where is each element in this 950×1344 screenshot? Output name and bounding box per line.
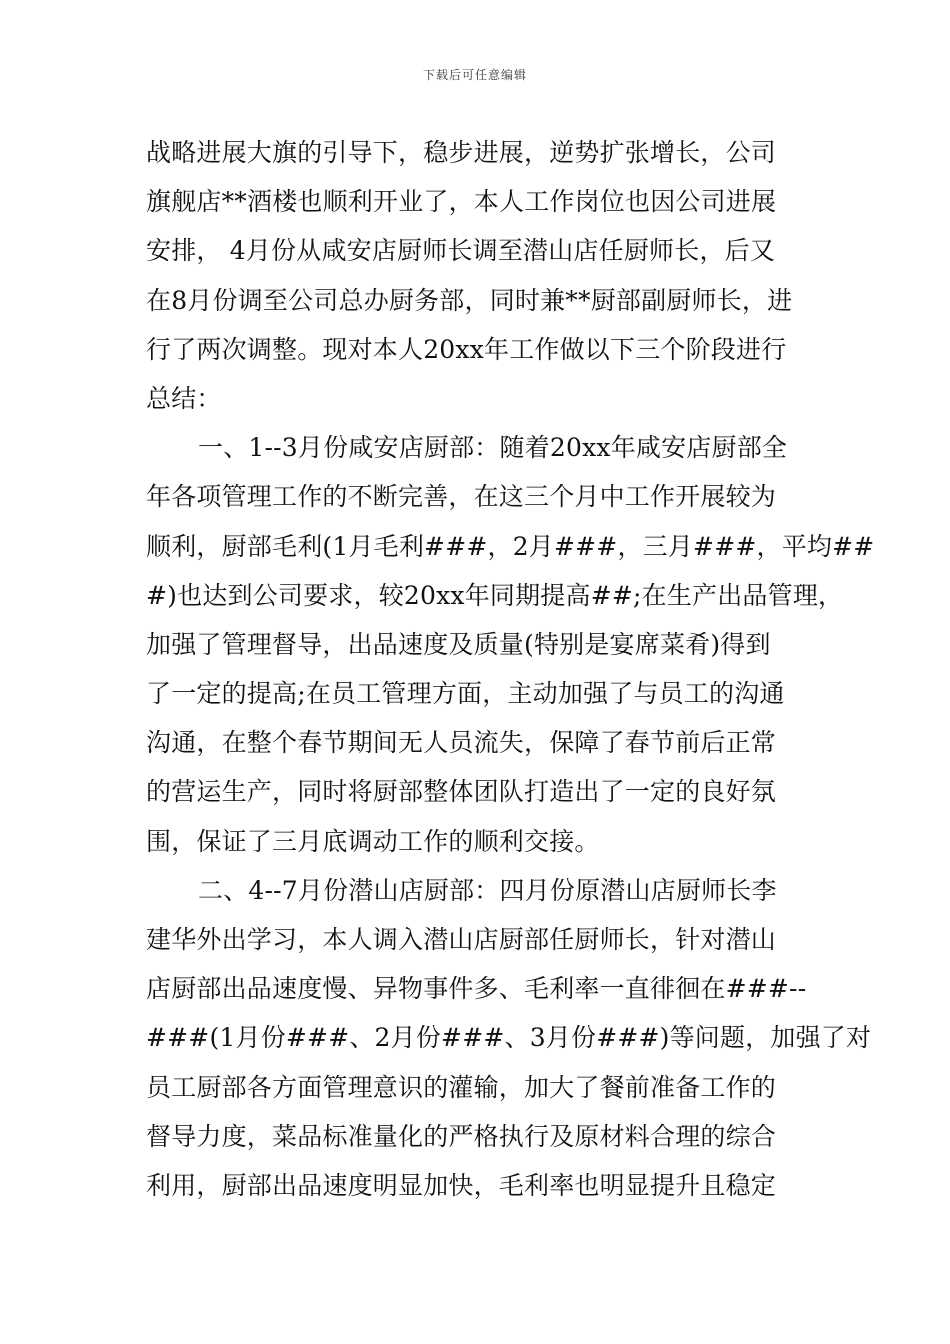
text-line: 员工厨部各方面管理意识的灌输，加大了餐前准备工作的 (146, 1072, 777, 1102)
text-line: 的营运生产，同时将厨部整体团队打造出了一定的良好氛 (146, 777, 777, 807)
text-line: 旗舰店**酒楼也顺利开业了，本人工作岗位也因公司进展 (146, 187, 777, 217)
section-2-first-line: 二、4--7月份潜山店厨部：四月份原潜山店厨师长李 (198, 875, 777, 905)
text-line: 加强了管理督导，出品速度及质量(特别是宴席菜肴)得到 (146, 629, 771, 659)
text-line: 建华外出学习，本人调入潜山店厨部任厨师长，针对潜山 (146, 925, 777, 954)
text-line: 围，保证了三月底调动工作的顺利交接。 (146, 826, 600, 856)
text-line: 沟通，在整个春节期间无人员流失，保障了春节前后正常 (146, 728, 777, 758)
document-body (146, 128, 875, 1210)
text-line: 行了两次调整。现对本人20xx年工作做以下三个阶段进行 (146, 334, 787, 364)
text-line: 督导力度，菜品标准量化的严格执行及原材料合理的综合 (146, 1121, 777, 1151)
text-line: 年各项管理工作的不断完善，在这三个月中工作开展较为 (146, 482, 777, 512)
text-line: 顺利，厨部毛利(1月毛利###，2月###，三月###，平均## (146, 531, 875, 561)
text-line: 总结： (146, 383, 222, 413)
text-line: 了一定的提高;在员工管理方面，主动加强了与员工的沟通 (146, 679, 785, 709)
text-line: 店厨部出品速度慢、异物事件多、毛利率一直徘徊在###-- (146, 974, 807, 1004)
text-line: #)也达到公司要求，较20xx年同期提高##;在生产出品管理， (146, 580, 844, 610)
section-1-first-line: 一、1--3月份咸安店厨部：随着20xx年咸安店厨部全 (198, 433, 788, 463)
text-line: ###(1月份###、2月份###、3月份###)等问题，加强了对 (146, 1023, 872, 1053)
text-line: 利用，厨部出品速度明显加快，毛利率也明显提升且稳定 (146, 1170, 777, 1200)
text-line: 战略进展大旗的引导下，稳步进展，逆势扩张增长，公司 (146, 138, 777, 167)
page-header-note: 下载后可任意编辑 (422, 68, 527, 82)
text-line: 在8月份调至公司总办厨务部，同时兼**厨部副厨师长，进 (146, 285, 793, 315)
text-line: 安排， 4月份从咸安店厨师长调至潜山店任厨师长，后又 (146, 236, 776, 266)
